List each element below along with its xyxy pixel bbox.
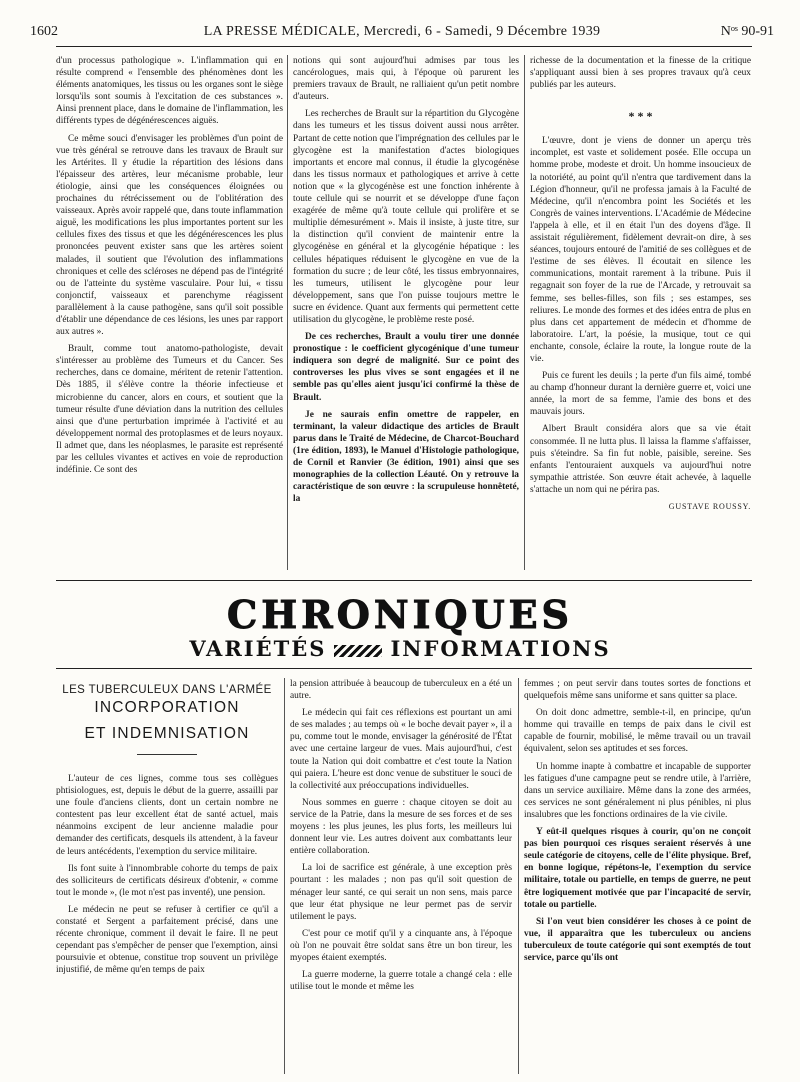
- title-rule: [137, 754, 197, 755]
- author-signature: GUSTAVE ROUSSY.: [668, 502, 751, 511]
- bottom-article-column-2: [290, 678, 512, 1074]
- paragraph: C'est pour ce motif qu'il y a cinquante ans, à l'époque où l'on ne pouvait être soldat sans être un bon tireur, les myopes étaient exemptés.: [290, 928, 512, 963]
- journal-title: LA PRESSE MÉDICALE, Mercredi, 6 - Samedi, 9 Décembre 1939: [203, 24, 601, 39]
- header-rule: [56, 46, 752, 47]
- paragraph: richesse de la documentation et la finesse de la critique s'appliquant aussi bien à ses propres travaux qu'à ceux publiés par les auteurs.: [530, 56, 751, 91]
- subtitle-right: INFORMATIONS: [390, 636, 611, 661]
- paragraph: Un homme inapte à combattre et incapable de supporter les fatigues d'une campagne peut se rendre utile, à l'arrière, dans un service auxiliaire. Même dans la zone des armées, ces services ne sont généralement ni plus pénibles, ni plus insalubres que les fonctions ordinaires de la vie civile.: [524, 761, 751, 820]
- paragraph: Le médecin ne peut se refuser à certifier ce qu'il a constaté et Sergent a parfaitement précisé, dans une récente chronique, comment il devait le faire. Il ne peut cependant pas s'empêcher de penser que l'exemption, ainsi poursuivie et obtenue, constitue trop souvent un privilège injustifié, de même qu'en temps de paix: [56, 904, 278, 976]
- paragraph: Y eût-il quelques risques à courir, qu'on ne conçoit pas bien pourquoi ces risques seraient réservés à une seule catégorie de citoyens, celle de l'élite physique. Bref, en bonne logique, répétons-le, l'exemption du service militaire, totale ou partielle, en temps de guerre, ne peut être logiquement motivée que par l'incapacité de servir, totale ou partielle.: [524, 827, 751, 910]
- paragraph: La loi de sacrifice est générale, à une exception près pourtant : les malades ; non pas qu'il soit question de ménager leur santé, ce qui serait un non sens, mais parce que leur état physique ne leur permet pas de servir utilement le pays.: [290, 863, 512, 922]
- article-subtitle-1: INCORPORATION: [94, 699, 240, 716]
- paragraph: Ce même souci d'envisager les problèmes d'un point de vue très général se retrouve dans les travaux de Brault sur les Artérites. Il y étudie la répartition des lésions dans l'épaisseur des artères, leur mécanisme probable, leur étiologie, ainsi que les conséquences éloignées ou prochaines du rétrécissement ou de l'oblitération des vaisseaux. Après avoir rappelé que, dans toute inflammation aiguë, les modifications les plus importantes portent sur les cellules fixes des tissus et que les dégénérescences les plus prononcées peuvent exister sans que les artères soient malades, il soutient que l'évolution des inflammations chroniques et celle des scléroses ne dépend pas de l'intégrité ou de l'atteinte du système vasculaire. Pour lui, « tissu conjonctif, vaisseaux et parenchyme réagissent parallèlement à la cause pathogène, sans qu'il soit possible d'établir une dépendance de ces lésions, les unes par rapport aux autres ».: [56, 133, 283, 338]
- paragraph: Nous sommes en guerre : chaque citoyen se doit au service de la Patrie, dans la mesure de ses forces et de ses moyens : les plus jeunes, les plus forts, les meilleurs lui donnent leur vie. Les autres doivent aux combattants leur entière collaboration.: [290, 797, 512, 857]
- bottom-article-column-3: [524, 678, 751, 1074]
- issue-number: Nᵒˢ 90-91: [720, 24, 774, 39]
- subtitle-left: VARIÉTÉS: [189, 636, 327, 661]
- paragraph: Ils font suite à l'innombrable cohorte du temps de paix des solliciteurs de certificats désireux d'obtenir, « comme tout le monde », (le mot n'est pas inventé), une pension.: [56, 863, 278, 898]
- column-separator: [284, 678, 285, 1074]
- paragraph: De ces recherches, Brault a voulu tirer une donnée pronostique : le coefficient glycogénique d'une tumeur indiquera son degré de malignité. Sur ce point des controverses les plus vives se sont engagées et il ne semble pas qu'elles aient jusqu'ici confirmé la thèse de Brault.: [293, 332, 519, 403]
- paragraph: d'un processus pathologique ». L'inflammation qui en résulte comprend « l'ensemble des phénomènes dont les éléments anatomiques, les tissus ou les organes sont le siège lorsqu'ils sont soumis à l'excitation de ces substances ». Ainsi prennent place, dans le domaine de l'inflammation, les différents types de dégénérescences aiguës.: [56, 56, 283, 127]
- paragraph: L'auteur de ces lignes, comme tous ses collègues phtisiologues, est, depuis le début de la guerre, assailli par une foule d'anciens clients, dont un certain nombre ne contestent pas leur excellent état de santé actuel, mais néanmoins excipent de leur ancienne maladie pour demander des certificats, desquels ils attendent, à la faveur de leurs antécédents, l'exemption du service militaire.: [56, 774, 278, 857]
- paragraph: L'œuvre, dont je viens de donner un aperçu très incomplet, est vaste et solidement posée. Elle occupa un homme probe, modeste et droit. Un homme insoucieux de la notoriété, au point qu'il n'entra que tardivement dans la Légion d'honneur, qu'il ne professa jamais à la Faculté de Médecine, qu'il n'encombra point les Sociétés et les Congrès de vaines interventions. L'Académie de Médecine l'appela à elle, et il en était l'un des doyens d'âge. Il assistait régulièrement, fidèlement devrait-on dire, à ses séances, toujours entouré de l'amitié de ses collègues et de l'estime de ses élèves. Il écoutait en silence les communications, montait rarement à la tribune. Puis il regagnait son foyer de la rue de l'Arcade, y retrouvait sa femme, ses belles-filles, son fils ; ses estampes, ses reliures. Le monde des formes et des idées entra de plus en plus dans cet appartement de médecin et d'homme de laboratoire. L'art, la poésie, la musique, tout ce qui enchante, console, éclaire la route, la longue route de la vie.: [530, 136, 751, 364]
- section-title: CHRONIQUES: [227, 592, 573, 637]
- paragraph: On doit donc admettre, semble-t-il, en principe, qu'un homme qui travaille en temps de paix dans le civil est capable de fournir, mobilisé, le même travail ou un travail équivalent, selon ses aptitudes et ses forces.: [524, 708, 751, 755]
- column-separator: [518, 678, 519, 1074]
- paragraph: la pension attribuée à beaucoup de tuberculeux en a été un autre.: [290, 679, 512, 702]
- paragraph: femmes ; on peut servir dans toutes sortes de fonctions et quelquefois même sans uniforme et sans quitter sa place.: [524, 679, 751, 702]
- top-article-column-1: [56, 55, 283, 570]
- paragraph: Brault, comme tout anatomo-pathologiste, devait s'intéresser au problème des Tumeurs et du Cancer. Ses recherches, dans ce domaine, méritent de retenir l'attention. Dès 1885, il s'élève contre la théorie infectieuse et microbienne du cancer, alors en cours, et soutient que la tumeur résulte d'une déviation dans la nutrition des cellules ainsi que d'une perturbation imprimée à l'activité et au développement normal des protoplasmes et de leurs noyaux. Il admet que, dans les néoplasmes, le parasite est représenté par les cellules vivantes et actives en voie de reproduction indéfinie. Ce sont des: [56, 344, 283, 476]
- paragraph: Albert Brault considéra alors que sa vie était consommée. Il ne lutta plus. Il laissa la flamme s'affaisser, puis s'éteindre. Sa fin fut noble, paisible, sereine. Ses enfants l'entouraient auxquels va aujourd'hui notre sympathie attristée. Son œuvre était achevée, à laquelle s'attache un nom qui ne périra pas.: [530, 424, 751, 495]
- paragraph: Les recherches de Brault sur la répartition du Glycogène dans les tumeurs et les tissus doivent aussi nous arrêter. Partant de cette notion que l'imprégnation des cellules par le glycogène est la manifestation d'actes biologiques importants et encore mal connus, il étudie la glycogénèse dans les tissus normaux et pathologiques et arrive à cette notion que « la glycogénèse est une fonction inhérente à toute cellule qui se nourrit et se développe d'une façon exagérée de même qu'à toute cellule qui prolifère et se multiplie démesurément ». Mais il insiste, à juste titre, sur la distinction qu'il convient de maintenir entre la glycogénèse en général et la glycogénie hépatique : les cellules hépatiques réduisent le glycogène en vue de la formation du sucre ; de leur côté, les tissus embryonnaires, les tumeurs, utilisent le glycogène pour leur développement, sans que l'on puisse toujours mettre le sucre en évidence. Quant aux ferments qui permettent cette utilisation du glycogène, le problème reste posé.: [293, 109, 519, 325]
- masthead-rule: [56, 668, 752, 669]
- paragraph: Le médecin qui fait ces réflexions est pourtant un ami de ses malades ; au temps où « le boche devait payer », il a pu, comme tout le monde, envisager la générosité de l'État avec une certaine largeur de vues. Mais aujourd'hui, c'est toute la Nation qui doit combattre et c'est toute la Nation qui paiera. L'heure est donc venue de substituer le souci de la collectivité aux préoccupations individuelles.: [290, 708, 512, 791]
- page-header: [30, 24, 774, 42]
- section-subtitle: [0, 636, 800, 661]
- paragraph: La guerre moderne, la guerre totale a changé cela : elle utilise tout le monde et même les: [290, 970, 512, 993]
- ornament-icon: [334, 645, 382, 657]
- article-title: LES TUBERCULEUX DANS L'ARMÉE: [62, 684, 272, 696]
- top-article-column-2: [293, 55, 519, 570]
- top-article-column-3: [530, 55, 751, 575]
- section-stars: * * *: [628, 109, 653, 124]
- paragraph: Si l'on veut bien considérer les choses à ce point de vue, il apparaîtra que les tuberculeux ou anciens tuberculeux de toute catégorie qui sont exemptés de tout service, parce qu'ils ont: [524, 916, 751, 963]
- page-number: 1602: [30, 24, 58, 39]
- paragraph: notions qui sont aujourd'hui admises par tous les cancérologues, mais qui, à l'époque où parurent les premiers travaux de Brault, ne ralliaient qu'un petit nombre d'auteurs.: [293, 56, 519, 103]
- paragraph: Je ne saurais enfin omettre de rappeler, en terminant, la valeur didactique des articles de Brault parus dans le Traité de Médecine, de Charcot-Bouchard (1re édition, 1893), le Manuel d'Histologie pathologique, de Cornil et Ranvier (3e édition, 1901) ainsi que ses monographies de la collection Léauté. On y retrouve la caractéristique de son œuvre : la scrupuleuse honnêteté, la: [293, 409, 519, 505]
- bottom-article-column-1: [56, 678, 278, 1074]
- column-separator: [287, 55, 288, 570]
- section-rule: [56, 580, 752, 581]
- paragraph: Puis ce furent les deuils ; la perte d'un fils aimé, tombé au champ d'honneur durant la dernière guerre et, voici une année, la mort de sa femme, l'amie des bons et des mauvais jours.: [530, 371, 751, 418]
- article-subtitle-2: ET INDEMNISATION: [84, 725, 250, 742]
- column-separator: [524, 55, 525, 570]
